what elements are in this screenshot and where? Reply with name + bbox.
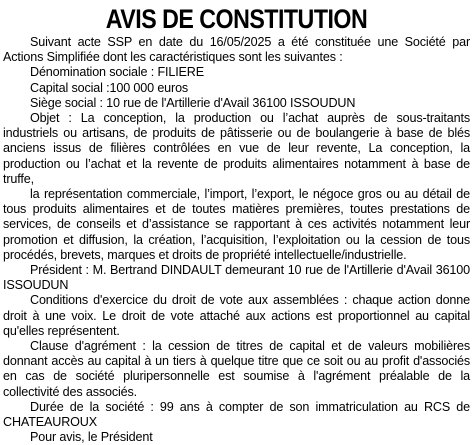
- objet-continuation-paragraph: la représentation commerciale, l’import, l’export, le négoce gros ou au détail de tous produits alimentaires et de toutes matières premières, toutes prestations de services, de conseils et d’assistance se rapportant à ces activités notamment leur promotion et diffusion, la création, l’acquisition, l’exploitation ou la cession de tous procédés, brevets, marques et droits de propriété intellectuelle/industrielle.: [3, 187, 470, 262]
- president-paragraph: Président : M. Bertrand DINDAULT demeurant 10 rue de l'Artillerie d'Avail 36100 ISSOUDUN: [3, 263, 470, 293]
- capital-line: Capital social :100 000 euros: [30, 80, 189, 95]
- siege-line: Siège social : 10 rue de l'Artillerie d'Avail 36100 ISSOUDUN: [30, 95, 356, 110]
- agrement-paragraph: Clause d'agrément : la cession de titres de capital et de valeurs mobilières donnant accès au capital à un tiers à quelque titre que ce soit ou au profit d'associés en cas de société pluripersonnelle est soumise à l'agrément préalable de la collectivité des associés.: [3, 339, 470, 399]
- vote-paragraph: Conditions d'exercice du droit de vote aux assemblées : chaque action donne droit à une voix. Le droit de vote attaché aux actions est proportionnel au capital qu'elles représentent.: [3, 293, 470, 338]
- denomination-line: Dénomination sociale : FILIERE: [30, 65, 204, 80]
- objet-paragraph: Objet : La conception, la production ou l’achat auprès de sous-traitants industriels ou artisans, de produits de pâtisserie ou de boulangerie à base de blés anciens issus de filières contrôlées en vue de leur revente, La conception, la production ou l’achat et la revente de produits alimentaires notamment à base de truffe,: [3, 111, 470, 186]
- intro-paragraph: Suivant acte SSP en date du 16/05/2025 a été constituée une Société par Actions Simplifiée dont les caractéristiques sont les suivantes :: [3, 35, 470, 65]
- duree-paragraph: Durée de la société : 99 ans à compter de son immatriculation au RCS de CHATEAUROUX: [3, 399, 470, 430]
- notice-title: AVIS DE CONSTITUTION: [105, 4, 368, 34]
- signature-line: Pour avis, le Président: [30, 430, 153, 445]
- notice-body: [3, 35, 470, 445]
